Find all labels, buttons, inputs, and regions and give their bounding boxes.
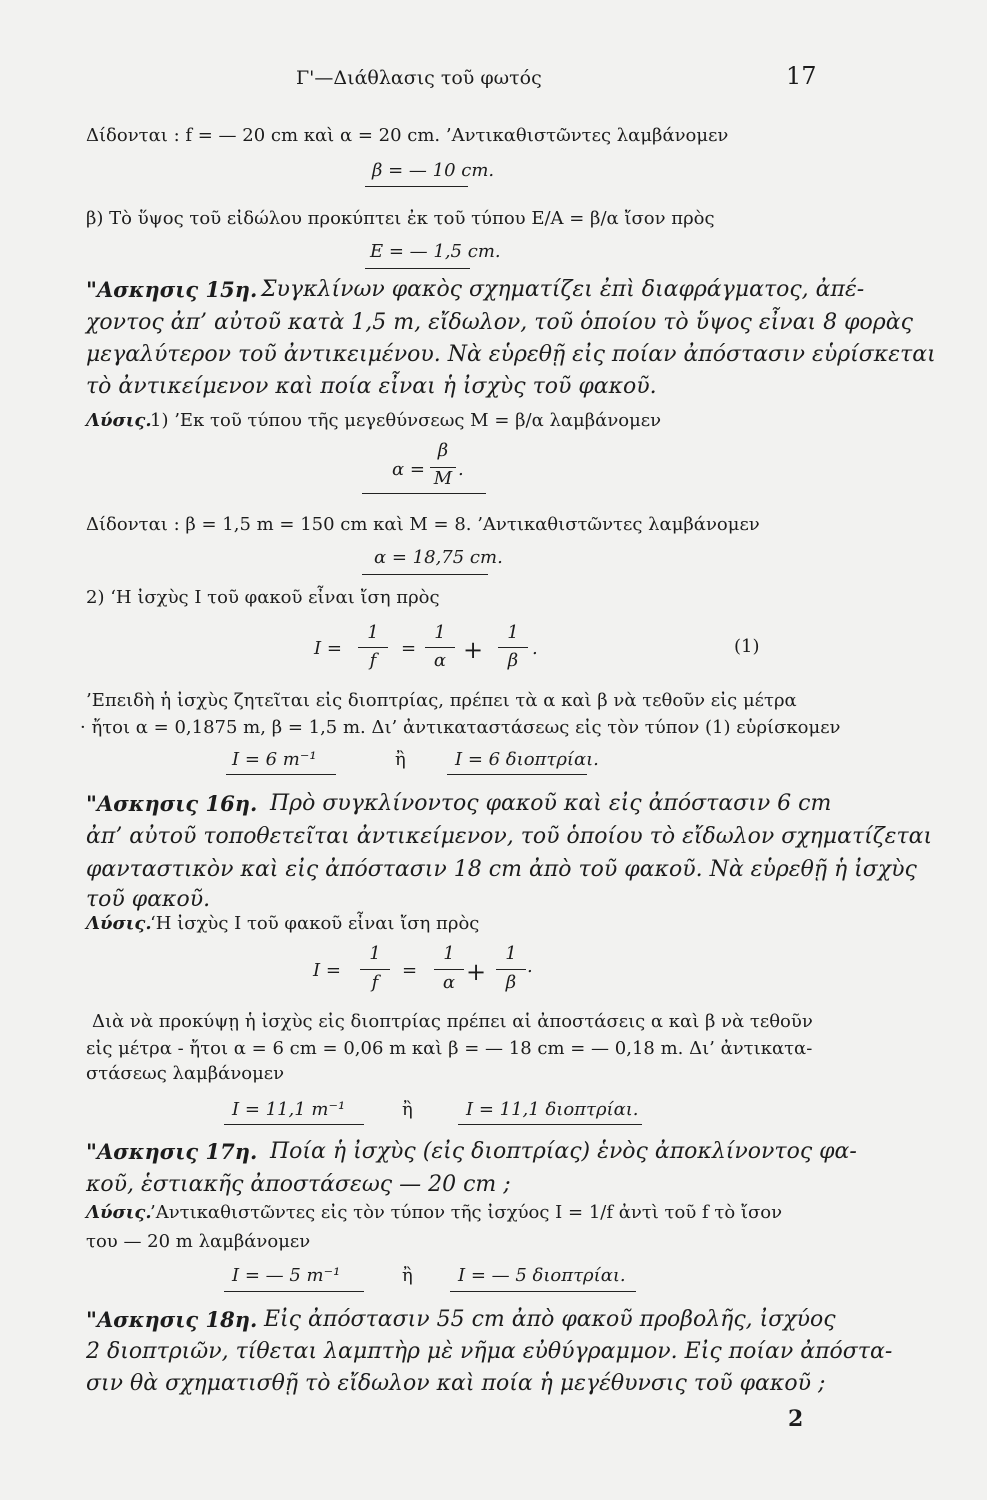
- plus-sign: +: [463, 636, 484, 664]
- result-underline: [450, 1291, 636, 1292]
- page-number: 17: [786, 62, 817, 90]
- given-line: Δίδονται : β = 1,5 m = 150 cm καὶ M = 8. ’Αντικαθιστῶντες λαμβάνομεν: [86, 514, 760, 535]
- fraction-bar: [498, 647, 528, 648]
- fraction-bar: [358, 647, 388, 648]
- eq-denominator: f: [371, 972, 379, 993]
- result-underline: [224, 1124, 364, 1125]
- result-power-diopters: I = 11,1 διοπτρίαι.: [466, 1099, 639, 1120]
- solution-text: εἰς μέτρα - ἤτοι α = 6 cm = 0,06 m καὶ β = — 18 cm = — 0,18 m. Δι’ ἀντικατα-: [86, 1038, 813, 1059]
- eq-numerator: 1: [434, 622, 446, 643]
- solution-text: 1) ’Εκ τοῦ τύπου τῆς μεγεθύνσεως M = β/α λαμβάνομεν: [150, 410, 662, 431]
- result-underline: [365, 186, 468, 187]
- solution-text: στάσεως λαμβάνομεν: [86, 1063, 285, 1084]
- eq-numerator: 1: [507, 622, 519, 643]
- solution-text: ’Επειδὴ ἡ ἰσχὺς ζητεῖται εἰς διοπτρίας, πρέπει τὰ α καὶ β νὰ τεθοῦν εἰς μέτρα: [86, 690, 797, 711]
- solution-text: ‘Η ἰσχὺς I τοῦ φακοῦ εἶναι ἴση πρὸς: [150, 913, 480, 934]
- exercise-18-text: 2 διοπτριῶν, τίθεται λαμπτὴρ μὲ νῆμα εὐθύγραμμον. Εἰς ποίαν ἀπόστα-: [86, 1339, 893, 1364]
- given-line: Δίδονται : f = — 20 cm καὶ α = 20 cm. ’Αντικαθιστῶντες λαμβάνομεν: [86, 125, 729, 146]
- result-beta: β = — 10 cm.: [372, 160, 495, 181]
- exercise-16-text: φανταστικὸν καὶ εἰς ἀπόστασιν 18 cm ἀπὸ τοῦ φακοῦ. Νὰ εὑρεθῇ ἡ ἰσχὺς: [86, 857, 917, 882]
- equals-sign: =: [402, 960, 418, 981]
- eq-numerator: 1: [369, 943, 381, 964]
- exercise-18-text: σιν θὰ σχηματισθῇ τὸ εἴδωλον καὶ ποία ἡ μεγέθυνσις τοῦ φακοῦ ;: [86, 1371, 826, 1396]
- eq-denominator: β: [505, 972, 517, 993]
- result-power-diopters: I = — 5 διοπτρίαι.: [458, 1265, 626, 1286]
- eq-dot: .: [527, 956, 533, 977]
- formula-lhs: α =: [392, 459, 425, 480]
- eq-numerator: 1: [367, 622, 379, 643]
- solution-label: Λύσις.: [86, 913, 152, 934]
- fraction-bar: [496, 969, 526, 970]
- eq-denominator: α: [433, 650, 447, 671]
- solution-text: · ἤτοι α = 0,1875 m, β = 1,5 m. Δι’ ἀντικαταστάσεως εἰς τὸν τύπον (1) εὑρίσκομεν: [80, 717, 841, 738]
- result-power-diopters: I = 6 διοπτρίαι.: [455, 749, 599, 770]
- plus-sign: +: [466, 958, 487, 986]
- result-power-m: I = 6 m⁻¹: [232, 749, 317, 770]
- eq-denominator: f: [369, 650, 377, 671]
- exercise-17-text: Ποία ἡ ἰσχὺς (εἰς διοπτρίας) ἑνὸς ἀποκλίνοντος φα-: [270, 1139, 857, 1164]
- fraction-bar: [360, 969, 390, 970]
- eq-dot: .: [532, 638, 538, 659]
- solution-text: Διὰ νὰ προκύψῃ ἡ ἰσχὺς εἰς διοπτρίας πρέπει αἱ ἀποστάσεις α καὶ β νὰ τεθοῦν: [92, 1011, 813, 1032]
- signature-mark: 2: [788, 1406, 804, 1432]
- result-underline: [365, 268, 470, 269]
- fraction-bar: [425, 647, 455, 648]
- exercise-15-text: χοντος ἀπ’ αὐτοῦ κατὰ 1,5 m, εἴδωλον, τοῦ ὁποίου τὸ ὕψος εἶναι 8 φορὰς: [86, 310, 913, 335]
- part-b-line: β) Τὸ ὕψος τοῦ εἰδώλου προκύπτει ἐκ τοῦ τύπου E/A = β/α ἴσον πρὸς: [86, 208, 715, 229]
- solution-text: 2) ‘Η ἰσχὺς I τοῦ φακοῦ εἶναι ἴση πρὸς: [86, 587, 440, 608]
- result-underline: [226, 774, 336, 775]
- equals-sign: =: [401, 638, 417, 659]
- exercise-15-text: τὸ ἀντικείμενον καὶ ποία εἶναι ἡ ἰσχὺς τοῦ φακοῦ.: [86, 374, 657, 399]
- result-E: E = — 1,5 cm.: [370, 241, 501, 262]
- equation-tag: (1): [734, 636, 760, 657]
- eq-numerator: 1: [443, 943, 455, 964]
- result-underline: [458, 1124, 642, 1125]
- exercise-17-text: κοῦ, ἑστιακῆς ἀποστάσεως — 20 cm ;: [86, 1172, 511, 1197]
- eq-numerator: 1: [505, 943, 517, 964]
- running-head: Γ'—Διάθλασις τοῦ φωτός: [296, 67, 542, 89]
- result-power-m: I = — 5 m⁻¹: [232, 1265, 341, 1286]
- exercise-18-text: Εἰς ἀπόστασιν 55 cm ἀπὸ φακοῦ προβολῆς, ἰσχύος: [264, 1307, 836, 1332]
- exercise-16-text: τοῦ φακοῦ.: [86, 887, 211, 912]
- exercise-16-text: ἀπ’ αὐτοῦ τοποθετεῖται ἀντικείμενον, τοῦ ὁποίου τὸ εἴδωλον σχηματίζεται: [86, 824, 933, 849]
- or-word: ἢ: [402, 1265, 413, 1286]
- result-underline: [362, 574, 488, 575]
- equation-I: I =: [313, 960, 341, 981]
- exercise-15-text: Συγκλίνων φακὸς σχηματίζει ἐπὶ διαφράγματος, ἀπέ-: [261, 277, 865, 302]
- exercise-15-text: μεγαλύτερον τοῦ ἀντικειμένου. Νὰ εὑρεθῇ εἰς ποίαν ἀπόστασιν εὑρίσκεται: [86, 342, 936, 367]
- result-power-m: I = 11,1 m⁻¹: [232, 1099, 346, 1120]
- solution-label: Λύσις.: [86, 410, 152, 431]
- result-underline: [447, 774, 587, 775]
- solution-label: Λύσις.: [86, 1202, 152, 1223]
- exercise-15-heading: "Ασκησις 15η.: [86, 277, 258, 302]
- exercise-18-heading: "Ασκησις 18η.: [86, 1307, 258, 1332]
- formula-dot: .: [458, 459, 464, 480]
- result-alpha: α = 18,75 cm.: [374, 547, 503, 568]
- eq-denominator: α: [442, 972, 456, 993]
- exercise-16-heading: "Ασκησις 16η.: [86, 791, 258, 816]
- equation-I: I =: [314, 638, 342, 659]
- solution-text: ’Αντικαθιστῶντες εἰς τὸν τύπον τῆς ἰσχύος I = 1/f ἀντὶ τοῦ f τὸ ἴσον: [150, 1202, 783, 1223]
- result-underline: [224, 1291, 364, 1292]
- or-word: ἢ: [402, 1099, 413, 1120]
- eq-denominator: β: [507, 650, 519, 671]
- fraction-bar: [434, 969, 464, 970]
- formula-denominator: M: [433, 468, 453, 489]
- formula-numerator: β: [437, 440, 449, 461]
- formula-underline: [362, 493, 486, 494]
- exercise-17-heading: "Ασκησις 17η.: [86, 1139, 258, 1164]
- solution-text: του — 20 m λαμβάνομεν: [86, 1231, 311, 1252]
- or-word: ἢ: [395, 749, 406, 770]
- exercise-16-text: Πρὸ συγκλίνοντος φακοῦ καὶ εἰς ἀπόστασιν 6 cm: [270, 791, 832, 816]
